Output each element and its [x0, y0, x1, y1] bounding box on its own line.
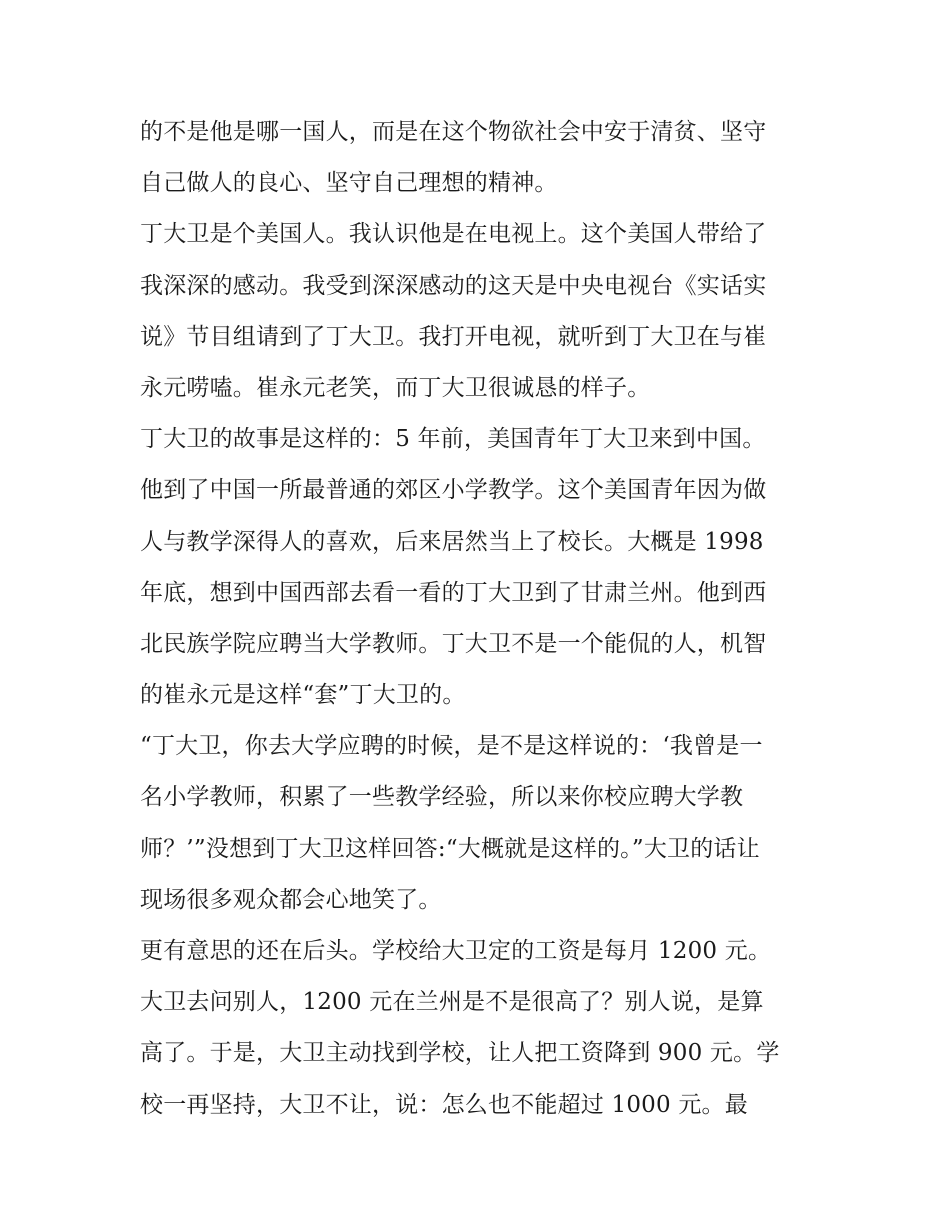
text-line: 高了。于是，大卫主动找到学校，让人把工资降到 900 元。学 — [140, 1040, 780, 1067]
text-line: 永元唠嗑。崔永元老笑，而丁大卫很诚恳的样子。 — [140, 374, 651, 401]
text-line: 更有意思的还在后头。学校给大卫定的工资是每月 1200 元。 — [140, 938, 772, 964]
text-line: 大卫去问别人，1200 元在兰州是不是很高了？别人说，是算 — [140, 989, 764, 1016]
text-line: 自己做人的良心、坚守自己理想的精神。 — [140, 170, 558, 197]
text-line: 丁大卫的故事是这样的：5 年前，美国青年丁大卫来到中国。 — [140, 426, 766, 453]
text-line: 的崔永元是这样“套”丁大卫的。 — [140, 682, 466, 709]
text-line: 人与教学深得人的喜欢，后来居然当上了校长。大概是 1998 — [140, 528, 764, 555]
text-line: 说》节目组请到了丁大卫。我打开电视，就听到丁大卫在与崔 — [140, 323, 767, 350]
text-line: 校一再坚持，大卫不让，说：怎么也不能超过 1000 元。最 — [140, 1091, 748, 1118]
text-line: 名小学教师，积累了一些教学经验，所以来你校应聘大学教 — [140, 784, 744, 811]
text-line: 北民族学院应聘当大学教师。丁大卫不是一个能侃的人，机智 — [140, 630, 767, 657]
body-text — [140, 107, 820, 1131]
text-line: 师？’”没想到丁大卫这样回答:“大概就是这样的。”大卫的话让 — [140, 835, 760, 862]
text-line: 年底，想到中国西部去看一看的丁大卫到了甘肃兰州。他到西 — [140, 579, 767, 606]
text-line: 他到了中国一所最普通的郊区小学教学。这个美国青年因为做 — [140, 477, 767, 504]
text-line: 丁大卫是个美国人。我认识他是在电视上。这个美国人带给了 — [140, 221, 767, 248]
text-line: 我深深的感动。我受到深深感动的这天是中央电视台《实话实 — [140, 272, 767, 299]
text-line: 现场很多观众都会心地笑了。 — [140, 886, 442, 913]
text-line: 的不是他是哪一国人，而是在这个物欲社会中安于清贫、坚守 — [140, 119, 767, 145]
text-line: “丁大卫，你去大学应聘的时候，是不是这样说的：‘我曾是一 — [140, 733, 763, 760]
